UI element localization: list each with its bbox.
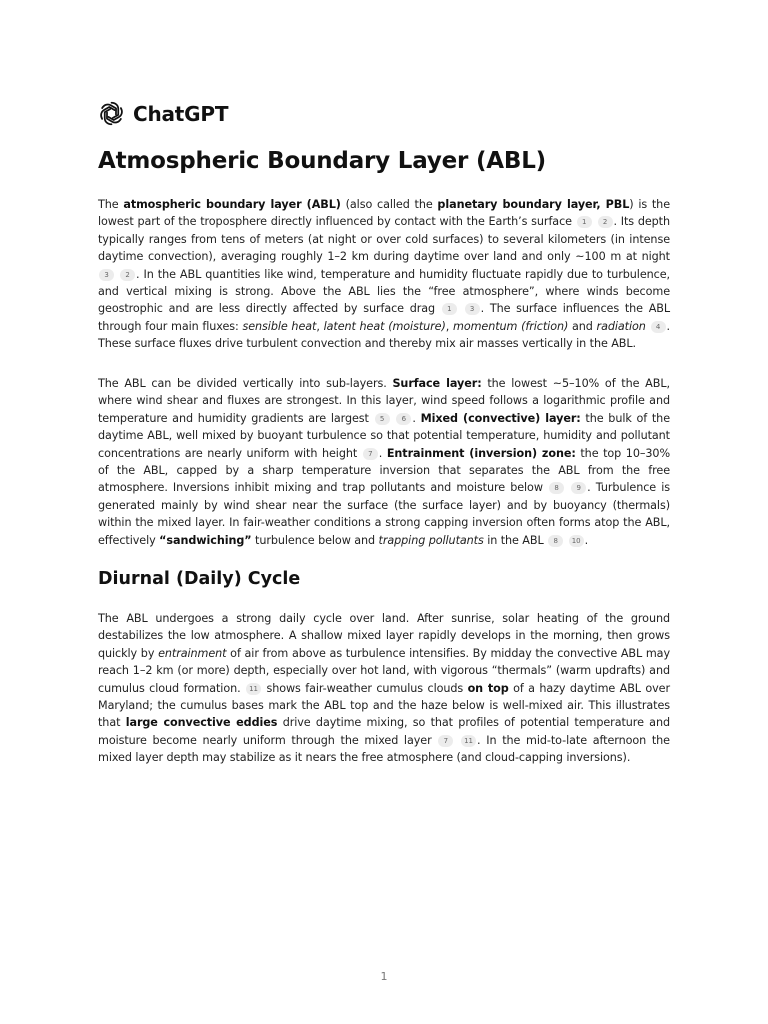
page-title: Atmospheric Boundary Layer (ABL) [98,148,546,174]
citation-badge[interactable]: 11 [246,683,261,695]
text: of air from above as turbulence intensifies. By midday the convective ABL may reach 1–2 km (or more) depth, especially over hot land, with vigorous “thermals” (warm updrafts) and cumulus cloud formation. [98,646,670,695]
citation-badge[interactable]: 3 [465,303,480,315]
text: , [316,319,324,333]
section-heading-diurnal-cycle: Diurnal (Daily) Cycle [98,569,301,589]
text: . In the ABL quantities like wind, temperature and humidity fluctuate rapidly due to turbulence, and vertical mixing is strong. Above the ABL lies the “free atmosphere”, where winds become geostrophic and are less directly affected by surface drag [98,267,671,316]
text: . [412,411,421,425]
citation-badge[interactable]: 6 [396,413,411,425]
bold-text: “sandwiching” [159,533,252,547]
paragraph-abl-sublayers [98,375,670,549]
chatgpt-logo [98,100,228,127]
italic-text: entrainment [158,646,227,660]
bold-text: on top [467,681,509,695]
text: The [98,198,124,211]
text: shows fair-weather cumulus clouds [262,681,468,695]
text: in the ABL [483,533,544,547]
logo-text: ChatGPT [133,101,229,126]
text: the top 10–30% of the ABL, capped by a sharp temperature inversion that separates the ABL from the free atmosphere. Inversions inhibit mixing and trap pollutants and moisture below [98,446,671,495]
text: The ABL undergoes a strong daily cycle over land. After sunrise, solar heating of the ground destabilizes the low atmosphere. A shallow mixed layer rapidly develops in the morning, then grows quickly by [98,612,670,660]
text: of a hazy daytime ABL over Maryland; the cumulus bases mark the ABL top and the haze below is well-mixed air. This illustrates that [98,681,671,730]
citation-badge[interactable]: 4 [651,321,666,333]
text: (also called the [340,198,438,211]
text: ) is the lowest part of the troposphere directly influenced by contact with the Earth’s surface [98,198,670,229]
bold-text: Mixed (convective) layer: [420,411,581,425]
text: turbulence below and [251,533,379,547]
citation-badge[interactable]: 2 [598,216,613,228]
page-number: 1 [380,970,388,983]
bold-text: planetary boundary layer, PBL [437,198,630,211]
text: . Its depth typically ranges from tens of meters (at night or over cold surfaces) to several kilometers (in intense daytime convection), averaging roughly 1–2 km during daytime over land and only ~100 m at night [98,215,670,264]
openai-logo-icon [98,100,125,127]
paragraph-abl-definition [98,196,670,353]
paragraph-diurnal-cycle [98,610,670,767]
citation-badge[interactable]: 7 [363,448,378,460]
citation-badge[interactable]: 10 [569,535,584,547]
citation-badge[interactable]: 7 [438,735,453,747]
italic-text: sensible heat [242,319,317,333]
citation-badge[interactable]: 5 [375,413,390,425]
italic-text: latent heat (moisture) [323,319,446,333]
bold-text: large convective eddies [125,716,278,730]
italic-text: momentum (friction) [453,319,569,333]
text: , [445,319,453,333]
citation-badge[interactable]: 1 [442,303,457,315]
citation-badge[interactable]: 8 [548,535,563,547]
citation-badge[interactable]: 11 [461,735,476,747]
text: the lowest ~5–10% of the ABL, where wind shear and fluxes are strongest. In this layer, wind speed follows a logarithmic profile and temperature and humidity gradients are largest [98,377,670,425]
text: . These surface fluxes drive turbulent convection and thereby mix air masses vertically in the ABL. [98,319,671,351]
text: . The surface influences the ABL through four main fluxes: [98,302,671,333]
text: The ABL can be divided vertically into sub-layers. [98,377,393,390]
italic-text: radiation [596,319,646,333]
text: the bulk of the daytime ABL, well mixed by buoyant turbulence so that potential temperature, humidity and pollutant concentrations are nearly uniform with height [98,411,670,460]
text: and [568,319,597,333]
text: drive daytime mixing, so that profiles of potential temperature and moisture become nearly uniform through the mixed layer [98,716,670,747]
text: . [584,533,589,547]
text: . Turbulence is generated mainly by wind shear near the surface (the surface layer) and by buoyancy (thermals) within the mixed layer. In fair-weather conditions a strong capping inversion often forms atop the ABL, effectively [98,481,671,547]
citation-badge[interactable]: 2 [120,269,135,281]
italic-text: trapping pollutants [378,533,484,547]
citation-badge[interactable]: 1 [577,216,592,228]
text: . [378,446,387,460]
text: . In the mid-to-late afternoon the mixed layer depth may stabilize as it nears the free atmosphere (and cloud-capping inversions). [98,733,670,765]
bold-text: Surface layer: [392,377,482,390]
citation-badge[interactable]: 3 [99,269,114,281]
citation-badge[interactable]: 9 [571,482,586,494]
bold-text: atmospheric boundary layer (ABL) [123,198,341,211]
bold-text: Entrainment (inversion) zone: [386,446,576,460]
citation-badge[interactable]: 8 [549,482,564,494]
